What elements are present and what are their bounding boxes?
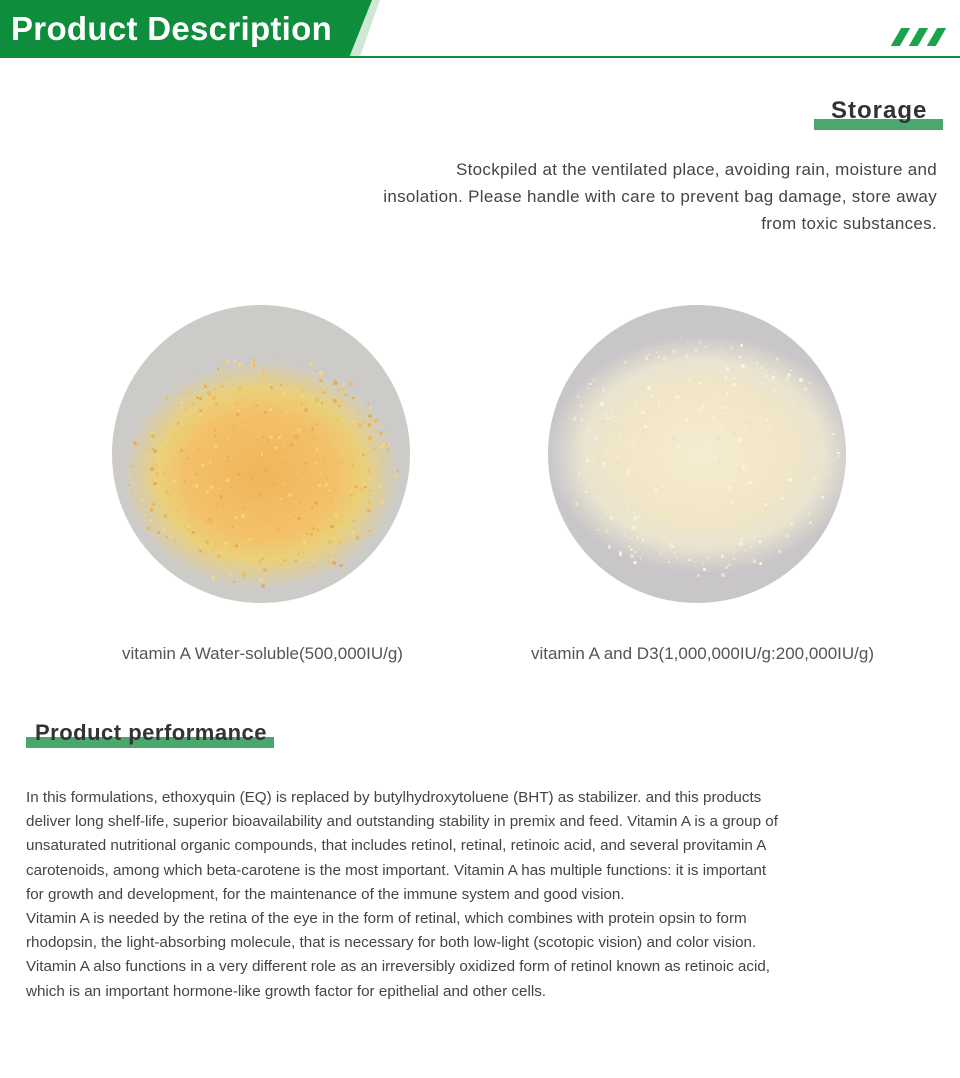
product-caption: vitamin A and D3(1,000,000IU/g:200,000IU/g) (530, 644, 875, 663)
page-header (0, 0, 960, 58)
storage-heading-text: Storage (831, 97, 928, 124)
performance-heading-text: Product performance (35, 720, 267, 745)
storage-heading (814, 96, 944, 130)
header-divider (0, 56, 960, 58)
header-title: Product Description (11, 10, 333, 47)
product-image-vitamin-a-water-soluble (112, 305, 410, 603)
performance-paragraph: In this formulations, ethoxyquin (EQ) is replaced by butylhydroxytoluene (BHT) as stabilizer. and this products deliver long shelf-life, superior bioavailability and outstanding stability in premix and feed. Vitamin A is a group of unsaturated nutritional organic compounds, that includes retinol, retinal, retinoic acid, and several provitamin A carotenoids, among which beta-carotene is the most important. Vitamin A has multiple functions: it is important for growth and development, for the maintenance of the immune system and good vision. (26, 789, 778, 903)
product-image-vitamin-a-d3 (548, 305, 846, 603)
product-caption: vitamin A Water-soluble(500,000IU/g) (122, 644, 403, 663)
performance-description (26, 786, 786, 1004)
slash-decoration-icon (890, 28, 950, 48)
performance-heading (26, 718, 276, 752)
storage-description: Stockpiled at the ventilated place, avoiding rain, moisture and insolation. Please handle with care to prevent bag damage, store away from toxic substances. (383, 160, 937, 233)
performance-paragraph: Vitamin A is needed by the retina of the eye in the form of retinal, which combines with protein opsin to form rhodopsin, the light-absorbing molecule, that is necessary for both low-light (scotopic vision) and color vision. Vitamin A also functions in a very different role as an irreversibly oxidized form of retinol known as retinoic acid, which is an important hormone-like growth factor for epithelial and other cells. (26, 910, 770, 1000)
